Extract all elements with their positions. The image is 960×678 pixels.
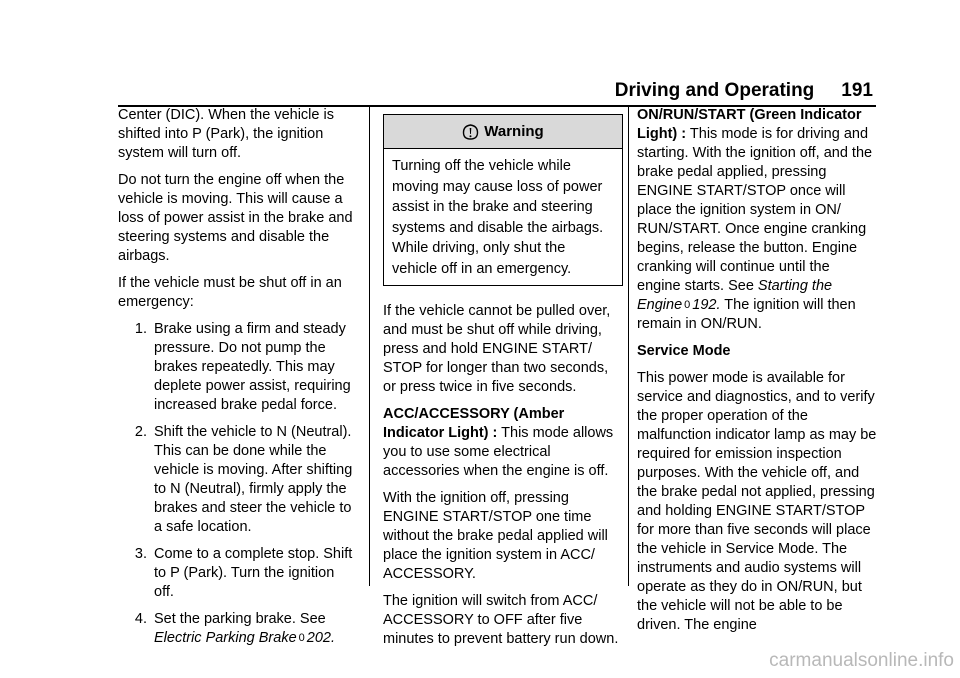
page-ref-arrow-icon: 0 <box>298 632 305 644</box>
mode-description: This mode is for driving and starting. With the ignition off, and the brake pedal applied, pressing ENGINE START/STOP once will place the ignition system in ON/ RUN/START. Once engine cranking begins, release the button. Engine cranking will continue until the engine starts. See <box>637 126 873 294</box>
step-text: Shift the vehicle to N (Neutral). This can be done while the vehicle is moving. After shifting to N (Neutral), firmly apply the brakes and steer the vehicle to a safe location. <box>154 424 353 535</box>
paragraph: Do not turn the engine off when the vehicle is moving. This will cause a loss of power assist in the brake and steering systems and disable the airbags. <box>118 172 353 264</box>
warning-box <box>383 114 623 286</box>
page-header <box>614 80 873 102</box>
step-text-lead: Set the parking brake. See <box>154 611 326 627</box>
mode-label-on-run-start: ON/RUN/START (Green Indicator Light) : <box>637 107 862 142</box>
paragraph: This power mode is available for service and diagnostics, and to verify the proper operation of the malfunction indicator lamp as may be required for emission inspection purposes. With the vehicle off, and the brake pedal not applied, pressing and holding ENGINE START/STOP for more than five seconds will place the vehicle in Service Mode. The instruments and audio systems will operate as they do in ON/RUN, but the vehicle will not be able to be driven. The engine <box>637 370 877 633</box>
column-3 <box>637 106 877 643</box>
section-title: Driving and Operating <box>614 80 815 101</box>
column-2 <box>383 106 623 657</box>
step-text: Brake using a firm and steady pressure. Do not pump the brakes repeatedly. This may deplete power assist, requiring increased brake pedal force. <box>154 321 351 413</box>
step-text: Come to a complete stop. Shift to P (Park). Turn the ignition off. <box>154 546 353 600</box>
list-item <box>118 545 358 602</box>
paragraph: If the vehicle must be shut off in an emergency: <box>118 275 342 310</box>
mode-label-accessory: ACC/ACCESSORY (Amber Indicator Light) : <box>383 406 565 441</box>
column-1 <box>118 106 358 656</box>
step-number: 1. <box>134 321 147 337</box>
paragraph: Center (DIC). When the vehicle is shifted into P (Park), the ignition system will turn off. <box>118 107 334 161</box>
step-number: 4. <box>134 611 147 627</box>
mode-description: This mode allows you to use some electrical accessories when the engine is off. <box>383 425 614 479</box>
warning-text: Turning off the vehicle while moving may cause loss of power assist in the brake and steering systems and disable the airbags. While driving, only shut the vehicle off in an emergency. <box>392 158 604 277</box>
cross-reference-link[interactable]: Starting the Engine <box>637 278 833 313</box>
step-text <box>154 610 358 648</box>
list-item <box>118 320 358 415</box>
section-heading-service-mode: Service Mode <box>637 343 731 359</box>
cross-reference-link[interactable]: Electric Parking Brake <box>154 630 297 646</box>
paragraph <box>637 106 877 334</box>
column-divider-1 <box>369 106 370 586</box>
mode-description-end: The ignition will then remain in ON/RUN. <box>637 297 856 332</box>
reference-page[interactable]: 192. <box>692 297 721 313</box>
paragraph: The ignition will switch from ACC/ ACCESSORY to OFF after five minutes to prevent battery run down. <box>383 593 619 647</box>
list-item <box>118 423 358 537</box>
emergency-steps-list <box>118 320 358 648</box>
watermark: carmanualsonline.info <box>769 650 954 671</box>
paragraph: If the vehicle cannot be pulled over, and must be shut off while driving, press and hold ENGINE START/ STOP for longer than two seconds, or press twice in five seconds. <box>383 303 611 395</box>
paragraph: With the ignition off, pressing ENGINE START/STOP one time without the brake pedal applied will place the ignition system in ACC/ ACCESSORY. <box>383 490 608 582</box>
page-ref-arrow-icon: 0 <box>684 299 691 311</box>
reference-page[interactable]: 202. <box>306 630 335 646</box>
warning-icon <box>462 124 479 140</box>
step-number: 2. <box>134 424 147 440</box>
column-divider-2 <box>628 106 629 586</box>
paragraph <box>383 405 623 481</box>
list-item <box>118 610 358 648</box>
page-number: 191 <box>841 80 873 101</box>
warning-title: Warning <box>484 123 544 140</box>
warning-header <box>384 115 622 149</box>
step-number: 3. <box>134 546 147 562</box>
